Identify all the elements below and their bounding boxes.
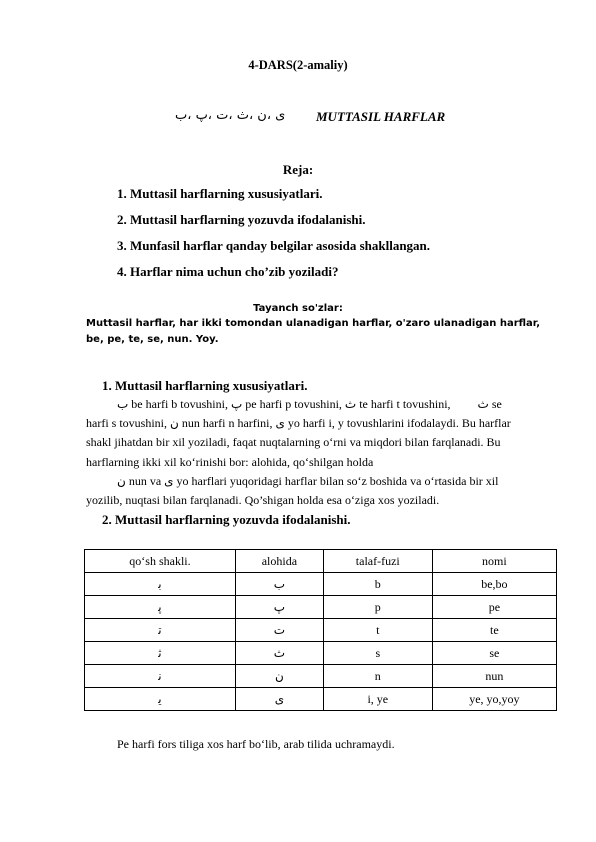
letter-be: ب xyxy=(117,397,129,411)
table-cell: ت xyxy=(235,619,323,642)
table-cell: ﺗ xyxy=(85,619,236,642)
table-row xyxy=(85,665,557,688)
section-1-heading: 1. Muttasil harflarning xususiyatlari. xyxy=(102,378,308,393)
p1-text: se xyxy=(488,397,502,411)
plan-item-4: 4. Harflar nima uchun cho’zib yoziladi? xyxy=(117,264,339,279)
p2-text: nun va xyxy=(125,474,165,488)
table-cell: pe xyxy=(432,596,556,619)
table-cell: ﺑ xyxy=(85,573,236,596)
p2-line-2: yozilib, nuqtasi bilan farqlanadi. Qo’shigan holda esa o‘ziga xos yoziladi. xyxy=(86,493,440,508)
p1-line-2 xyxy=(86,414,554,433)
letter-se: ث xyxy=(477,397,489,411)
plan-item-2: 2. Muttasil harflarning yozuvda ifodalanishi. xyxy=(117,212,366,227)
tayanch-title: Tayanch so'zlar: xyxy=(253,303,343,314)
p1-text: pe harfi p tovushini, xyxy=(242,397,345,411)
plan-item-3: 3. Munfasil harflar qanday belgilar asosida shakllangan. xyxy=(117,238,431,253)
table-row xyxy=(85,573,557,596)
table-cell: ث xyxy=(235,642,323,665)
main-heading: MUTTASIL HARFLAR xyxy=(316,109,446,124)
table-row xyxy=(85,642,557,665)
table-cell: پ xyxy=(235,596,323,619)
table-header-cell: alohida xyxy=(235,550,323,573)
table-row xyxy=(85,619,557,642)
table-cell: nun xyxy=(432,665,556,688)
table-row xyxy=(85,688,557,711)
p2-line-1 xyxy=(86,472,554,491)
table-cell: p xyxy=(323,596,432,619)
table-cell: ی xyxy=(235,688,323,711)
letter-nun: ن xyxy=(170,416,179,431)
table-cell: i, ye xyxy=(323,688,432,711)
p1-line-4: harflarning ikki xil ko‘rinishi bor: alohida, qo‘shilgan holda xyxy=(86,454,374,469)
page-title: 4-DARS(2-amaliy) xyxy=(248,58,348,72)
letter-nun: ن xyxy=(117,474,126,488)
table-cell: ﻧ xyxy=(85,665,236,688)
table-cell: ﻳ xyxy=(85,688,236,711)
p1-text: nun harfi n harfini, xyxy=(178,416,276,431)
letter-yo: ی xyxy=(164,474,174,488)
table-cell: n xyxy=(323,665,432,688)
table-cell: ye, yo,yoy xyxy=(432,688,556,711)
footnote: Pe harfi fors tiliga xos harf bo‘lib, arab tilida uchramaydi. xyxy=(117,737,395,751)
table-cell: se xyxy=(432,642,556,665)
arabic-letters: ی ،ن ،ث ،ت ،پ ،ب xyxy=(175,108,286,123)
letter-pe: پ xyxy=(230,397,243,411)
table-header-row xyxy=(85,550,557,573)
table-header-cell: talaf-fuzi xyxy=(323,550,432,573)
table-cell: t xyxy=(323,619,432,642)
table-cell: te xyxy=(432,619,556,642)
table-cell: be,bo xyxy=(432,573,556,596)
p1-text: be harfi b tovushini, xyxy=(128,397,231,411)
table-row xyxy=(85,596,557,619)
reja-title: Reja: xyxy=(282,162,314,177)
p1-line-3: shakl jihatdan bir xil yoziladi, faqat nuqtalarning o‘rni va miqdori bilan farqlanadi. Bu xyxy=(86,435,501,450)
p1-text: harfi s tovushini, xyxy=(86,416,170,431)
table-cell: ب xyxy=(235,573,323,596)
table-header-cell: qo‘sh shakli. xyxy=(85,550,236,573)
table-header-cell: nomi xyxy=(432,550,556,573)
table-cell: ﺛ xyxy=(85,642,236,665)
p2-text: yo harflari yuqoridagi harflar bilan so‘z boshida va o‘rtasida bir xil xyxy=(173,474,499,488)
plan-item-1: 1. Muttasil harflarning xususiyatlari. xyxy=(117,186,323,201)
p1-text: yo harfi i, y tovushlarini ifodalaydi. Bu harflar xyxy=(284,416,511,431)
heading-row xyxy=(0,108,596,128)
letter-yo: ی xyxy=(275,416,285,431)
table-cell: ن xyxy=(235,665,323,688)
p1-text: te harfi t tovushini, xyxy=(356,397,454,411)
letters-table xyxy=(84,549,557,711)
tayanch-text: Muttasil harflar, har ikki tomondan ulanadigan harflar, o'zaro ulanadigan harflar, be, pe, te, se, nun. Yoy. xyxy=(86,318,541,345)
paragraph-2 xyxy=(86,472,554,510)
letter-te: ث xyxy=(344,397,357,411)
table-cell: ﭘ xyxy=(85,596,236,619)
paragraph-1 xyxy=(86,395,554,472)
table-cell: b xyxy=(323,573,432,596)
p1-line-1 xyxy=(86,395,554,414)
table-cell: s xyxy=(323,642,432,665)
section-2-heading: 2. Muttasil harflarning yozuvda ifodalanishi. xyxy=(102,512,351,527)
